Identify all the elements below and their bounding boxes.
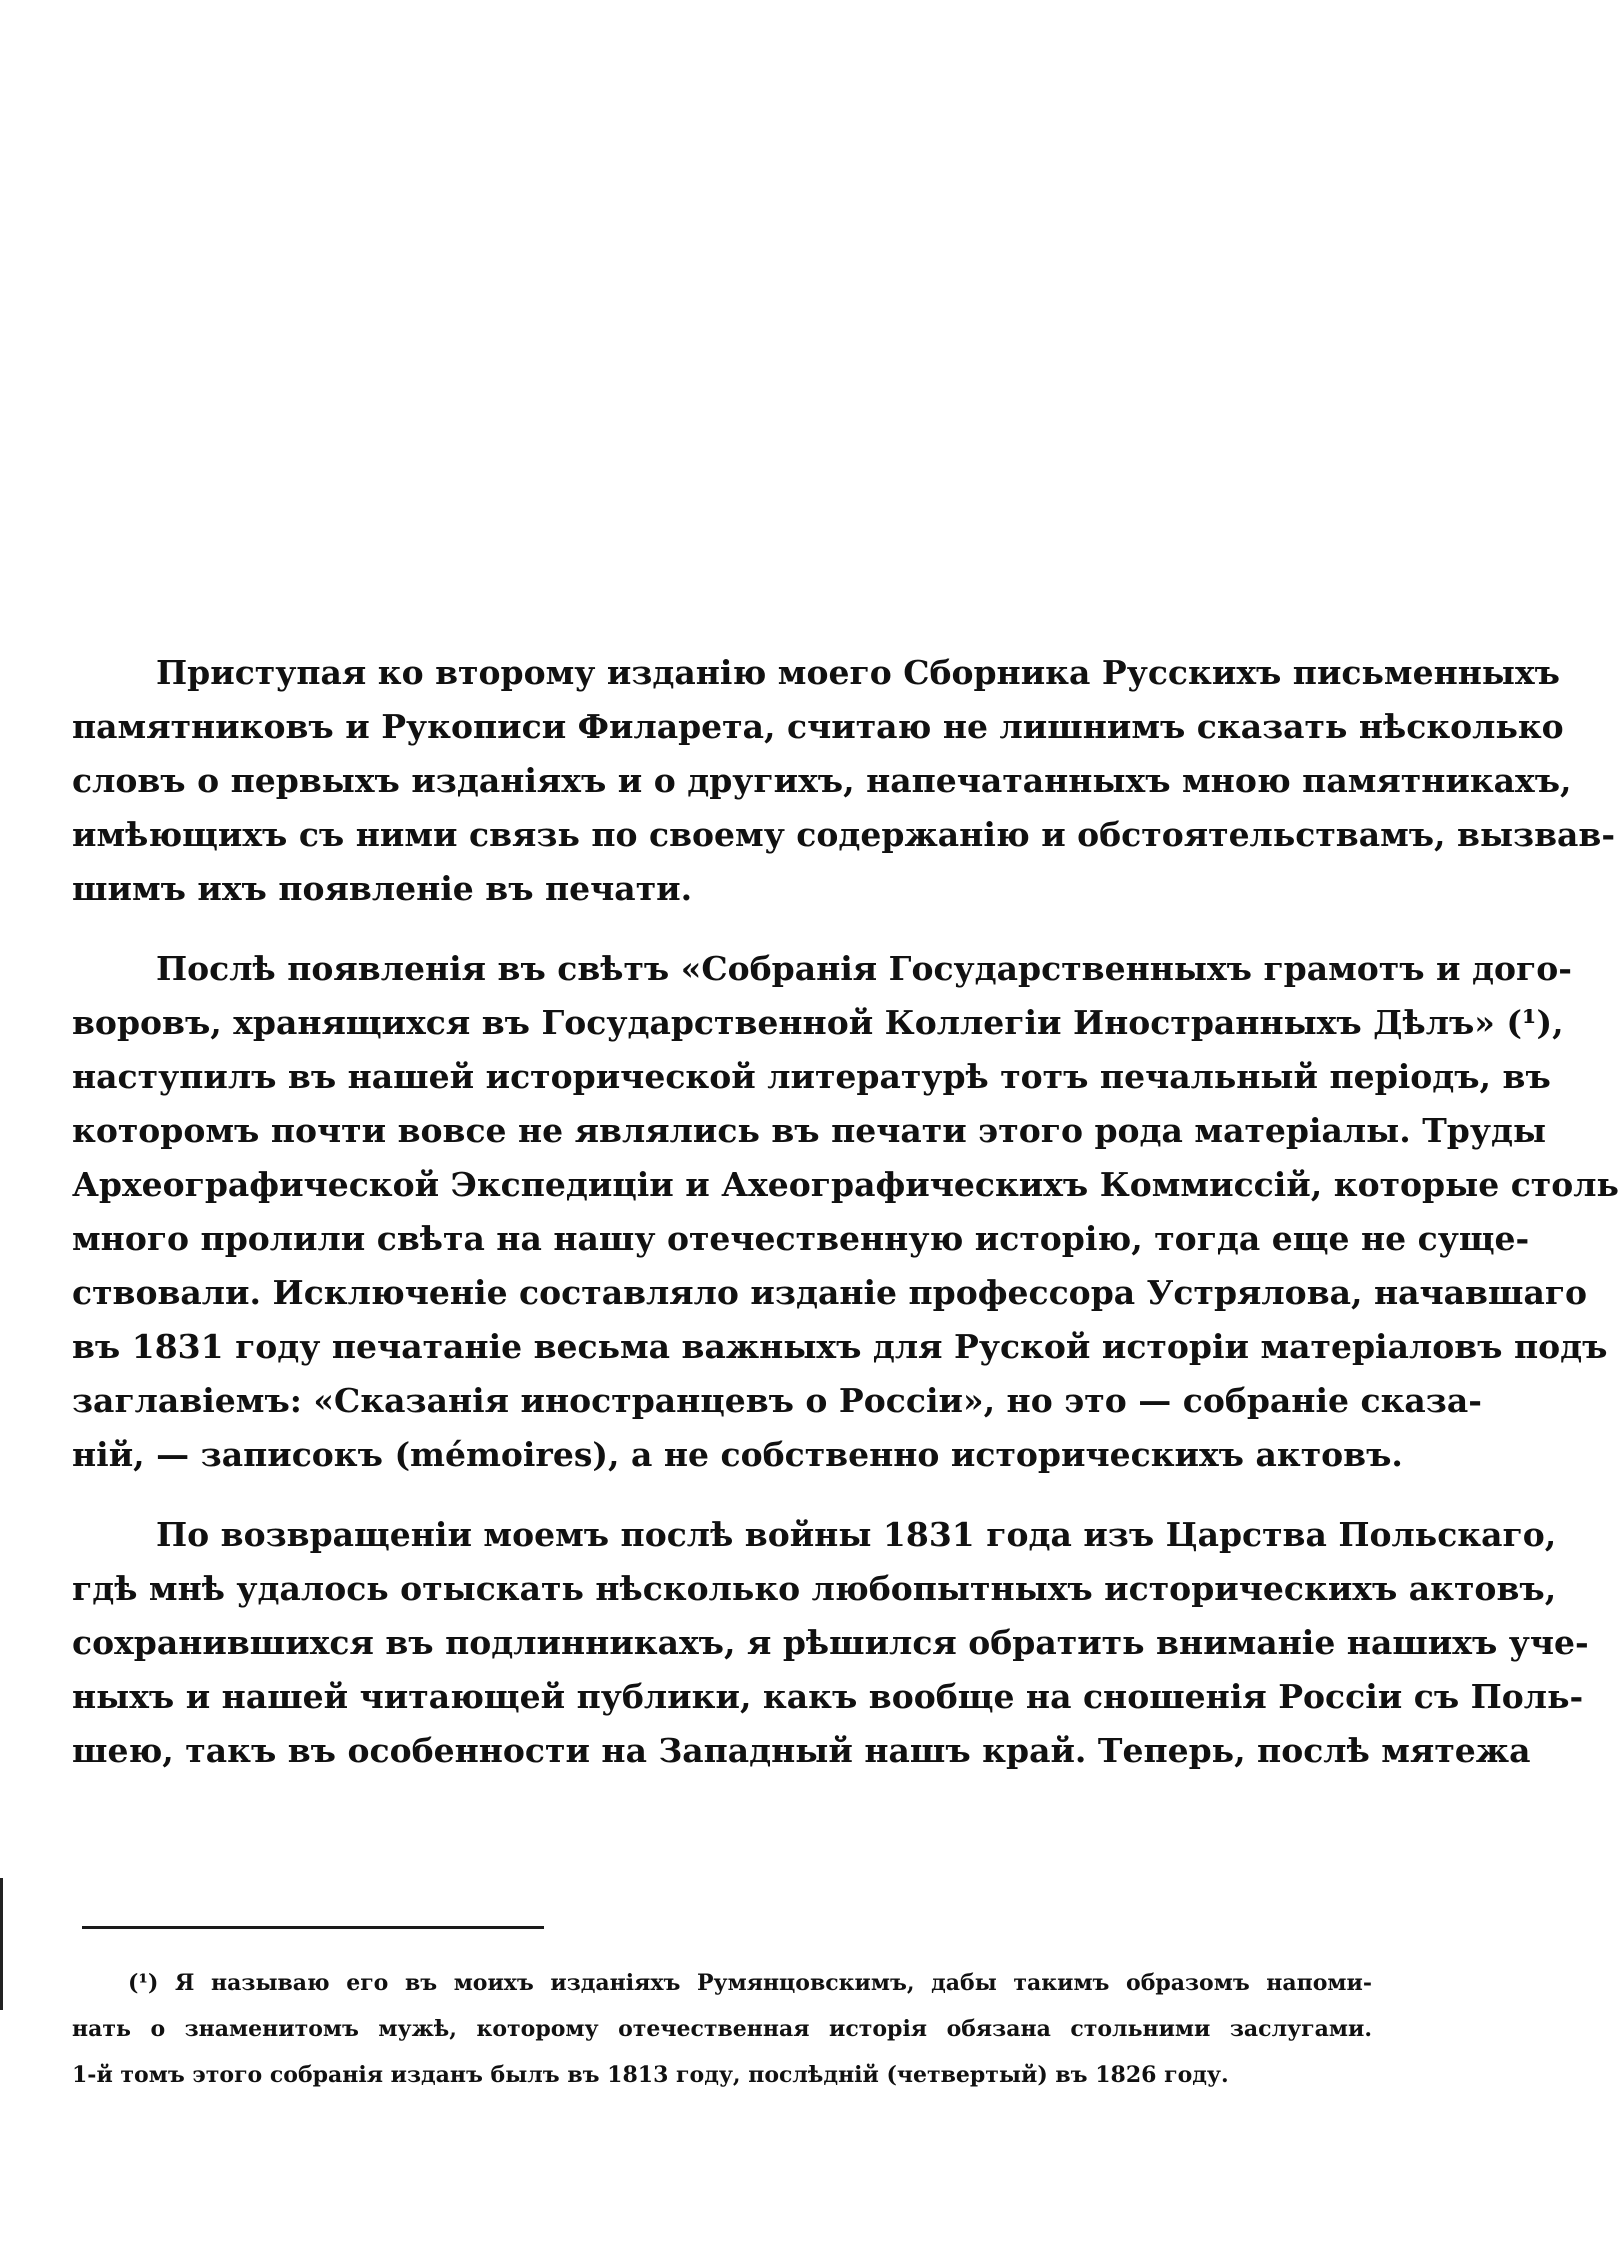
paragraph-1-line-5: шимъ ихъ появленіе въ печати. bbox=[72, 869, 693, 908]
footnote-line-2: нать о знаменитомъ мужѣ, которому отечественная исторія обязана стольними заслугами. bbox=[72, 2016, 1372, 2042]
paragraph-3-line-1: По возвращеніи моемъ послѣ войны 1831 года изъ Царства Польскаго, bbox=[156, 1515, 1557, 1554]
paragraph-2-line-1: Послѣ появленія въ свѣтъ «Собранія Государственныхъ грамотъ и дого- bbox=[156, 949, 1572, 988]
footnote-line-3: 1-й томъ этого собранія изданъ былъ въ 1813 году, послѣдній (четвертый) въ 1826 году. bbox=[72, 2062, 1229, 2088]
paragraph-2-line-9: заглавіемъ: «Сказанія иностранцевъ о Россіи», но это — собраніе сказа- bbox=[72, 1381, 1482, 1420]
paragraph-2-line-7: ствовали. Исключеніе составляло изданіе профессора Устрялова, начавшаго bbox=[72, 1273, 1588, 1312]
footnote-separator bbox=[82, 1926, 544, 1929]
paragraph-2-line-5: Археографической Экспедиціи и Ахеографическихъ Коммиссій, которые столь bbox=[72, 1165, 1619, 1204]
paragraph-2-line-3: наступилъ въ нашей исторической литературѣ тотъ печальный періодъ, въ bbox=[72, 1057, 1551, 1096]
paragraph-3-line-5: шею, такъ въ особенности на Западный нашъ край. Теперь, послѣ мятежа bbox=[72, 1731, 1531, 1770]
paragraph-3-line-4: ныхъ и нашей читающей публики, какъ вообще на сношенія Россіи съ Поль- bbox=[72, 1677, 1584, 1716]
footnote-line-1: (¹) Я называю его въ моихъ изданіяхъ Румянцовскимъ, дабы такимъ образомъ напоми- bbox=[128, 1970, 1372, 1996]
paragraph-2-line-4: которомъ почти вовсе не являлись въ печати этого рода матеріалы. Труды bbox=[72, 1111, 1547, 1150]
paragraph-2-line-8: въ 1831 году печатаніе весьма важныхъ для Руской исторіи матеріаловъ подъ bbox=[72, 1327, 1608, 1366]
paragraph-2-line-6: много пролили свѣта на нашу отечественную исторію, тогда еще не суще- bbox=[72, 1219, 1530, 1258]
paragraph-2-line-2: воровъ, хранящихся въ Государственной Коллегіи Иностранныхъ Дѣлъ» (¹), bbox=[72, 1003, 1564, 1042]
paragraph-1-line-2: памятниковъ и Рукописи Филарета, считаю не лишнимъ сказать нѣсколько bbox=[72, 707, 1564, 746]
paragraph-1-line-4: имѣющихъ съ ними связь по своему содержанію и обстоятельствамъ, вызвав- bbox=[72, 815, 1616, 854]
paragraph-1-line-1: Приступая ко второму изданію моего Сборника Русскихъ письменныхъ bbox=[156, 653, 1560, 692]
scan-margin-mark bbox=[0, 1878, 3, 2010]
paragraph-3-line-2: гдѣ мнѣ удалось отыскать нѣсколько любопытныхъ историческихъ актовъ, bbox=[72, 1569, 1557, 1608]
paragraph-2-line-10: ній, — записокъ (mémoires), а не собственно историческихъ актовъ. bbox=[72, 1435, 1403, 1474]
paragraph-3-line-3: сохранившихся въ подлинникахъ, я рѣшился обратить вниманіе нашихъ уче- bbox=[72, 1623, 1589, 1662]
paragraph-1-line-3: словъ о первыхъ изданіяхъ и о другихъ, напечатанныхъ мною памятникахъ, bbox=[72, 761, 1572, 800]
